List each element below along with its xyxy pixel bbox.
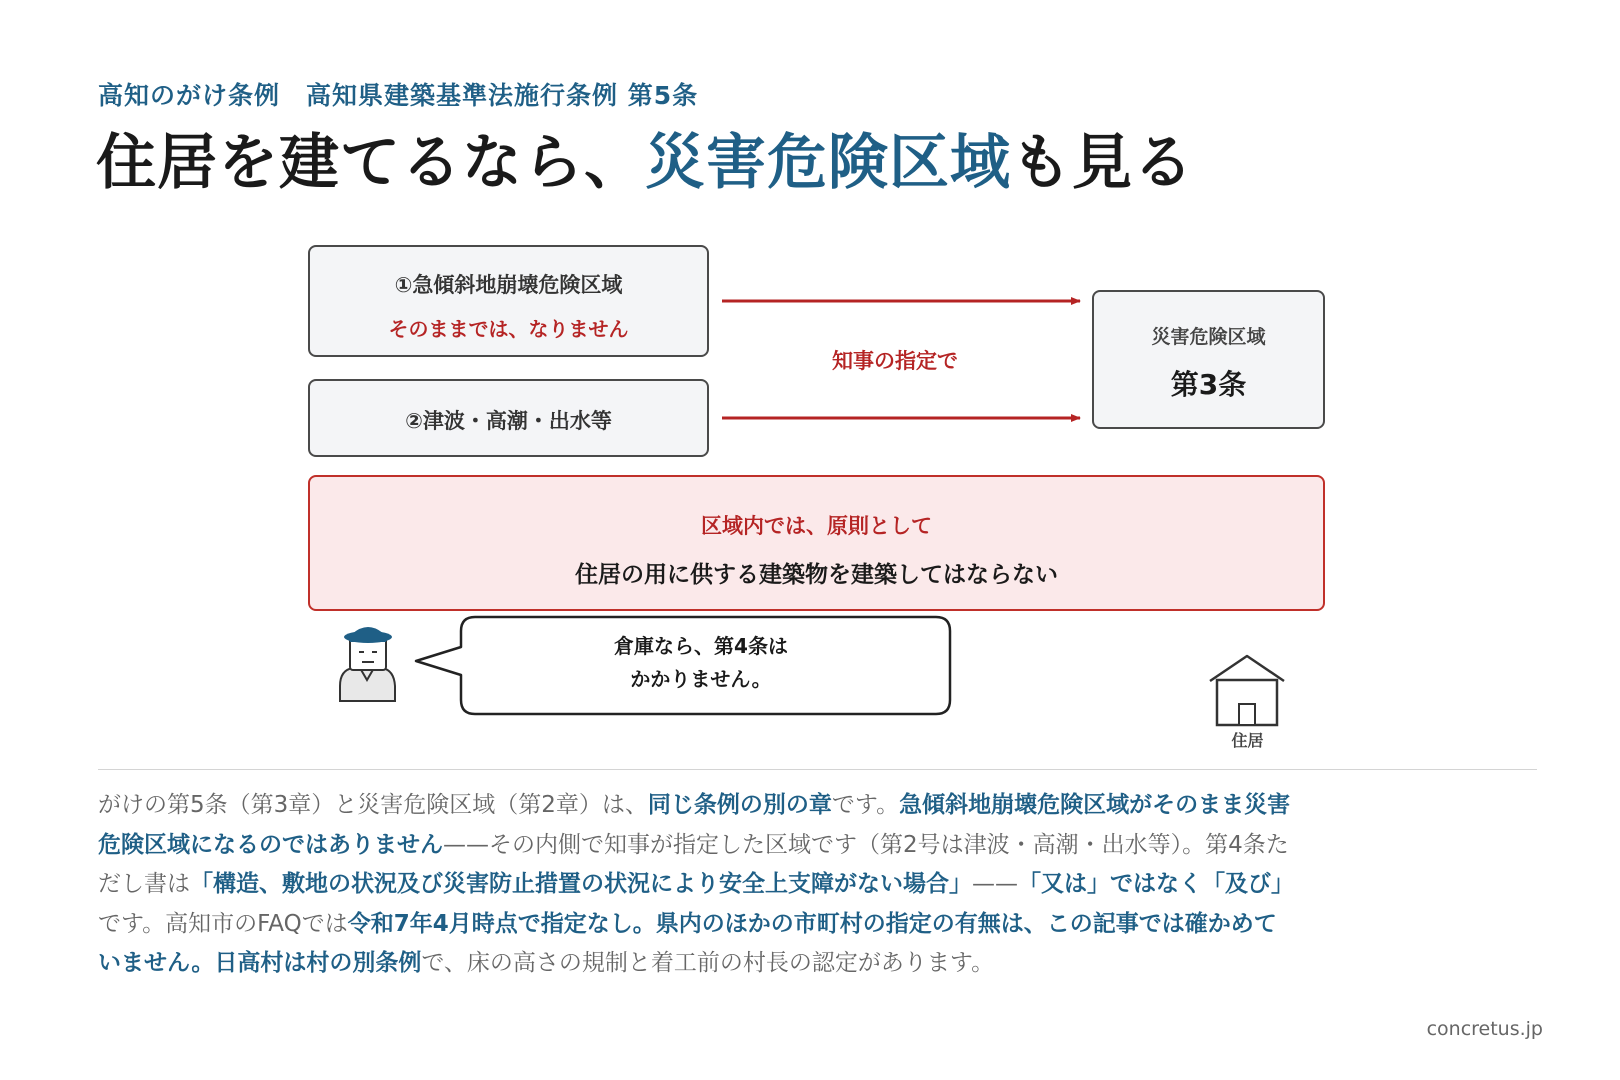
- body-highlight: 「構造、敷地の状況及び災害防止措置の状況により安全上支障がない場合」: [190, 871, 972, 897]
- steep-slope-note: そのままでは、なりません: [388, 317, 629, 341]
- house-label: 住居: [1231, 731, 1264, 750]
- tsunami-label: ②津波・高潮・出水等: [405, 409, 612, 433]
- body-text-segment: で、床の高さの規制と着工前の村長の認定があります。: [421, 950, 995, 976]
- site-name: concretus.jp: [1426, 1018, 1543, 1040]
- title-highlight: 災害危険区域: [645, 128, 1011, 198]
- divider: [98, 769, 1537, 770]
- speech-line2: かかりません。: [630, 667, 772, 691]
- body-text-segment: ——その内側で知事が指定した区域です（第2号は津波・高潮・出水等）。第4条ただし書は: [98, 831, 1289, 897]
- disaster-zone-article: 第3条: [1170, 368, 1247, 401]
- rule-line1: 区域内では、原則として: [701, 514, 932, 538]
- body-text-segment: がけの第5条（第3章）と災害危険区域（第2章）は、: [98, 792, 648, 818]
- body-text-segment: です。高知市のFAQでは: [98, 910, 348, 937]
- body-highlight: 同じ条例の別の章: [647, 792, 832, 818]
- body-text-segment: です。: [831, 792, 900, 818]
- disaster-zone-label: 災害危険区域: [1151, 326, 1266, 348]
- steep-slope-label: ①急傾斜地崩壊危険区域: [394, 273, 623, 297]
- title-pre: 住居を建てるなら、: [96, 128, 645, 198]
- body-highlight: 令和7年4月時点で指定なし。県内のほかの市町村の指定の有無は、この記事では確かめていません。日高村は村の別条例: [98, 910, 1277, 976]
- subtitle: 高知のがけ条例 高知県建築基準法施行条例 第5条: [98, 81, 699, 110]
- house-icon: [1210, 656, 1284, 725]
- body-paragraph: [98, 786, 1298, 984]
- rule-line2: 住居の用に供する建築物を建築してはならない: [575, 562, 1058, 588]
- body-highlight: 急傾斜地崩壊危険区域がそのまま災害危険区域になるのではありません: [98, 792, 1291, 858]
- speech-line1: 倉庫なら、第4条は: [614, 634, 788, 658]
- person-icon: [340, 627, 395, 701]
- speech-bubble-text: [456, 630, 946, 696]
- body-text-segment: ——: [972, 871, 1018, 897]
- body-highlight: 「又は」ではなく「及び」: [1018, 871, 1294, 897]
- arrow-label: 知事の指定で: [832, 349, 958, 373]
- title-post: も見る: [1011, 128, 1194, 198]
